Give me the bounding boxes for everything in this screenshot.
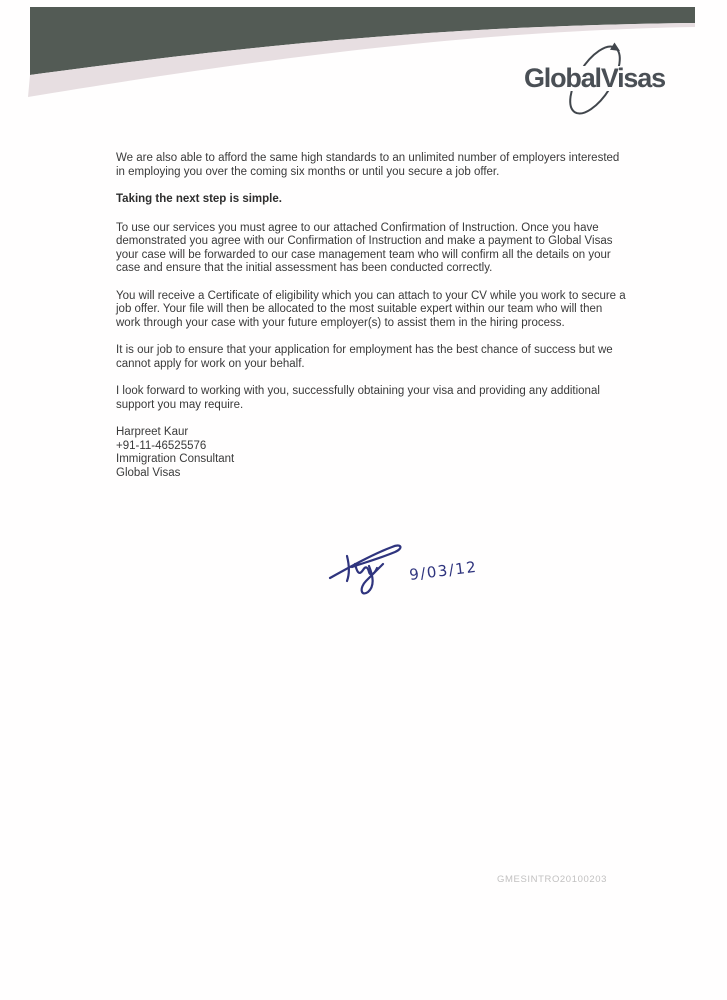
signoff-company: Global Visas: [116, 466, 181, 479]
logo-part-global: Global: [524, 63, 601, 93]
signoff-phone: +91-11-46525576: [116, 439, 207, 452]
signoff-block: [116, 426, 626, 480]
signature-stroke: [330, 546, 400, 578]
logo-part-visas: Visas: [600, 63, 665, 93]
letter-paragraph: To use our services you must agree to our attached Confirmation of Instruction. Once you have demonstrated you agree with our Confirmation of Instruction and make a payment to Global Visas your case will be forwarded to our case management team who will confirm all the details on your case and ensure that the initial assessment has been conducted correctly.: [116, 221, 613, 274]
letter-paragraph-intro: We are also able to afford the same high standards to an unlimited number of employers interested in employing you over the coming six months or until you secure a job offer.: [116, 152, 620, 178]
logo-globalvisas: [522, 63, 667, 93]
letter-body: [116, 152, 626, 480]
letter-paragraph: I look forward to working with you, successfully obtaining your visa and providing any additional support you may require.: [116, 385, 600, 411]
letter-heading: Taking the next step is simple.: [116, 193, 282, 205]
signoff-name: Harpreet Kaur: [116, 426, 189, 438]
letter-paragraph: You will receive a Certificate of eligibility which you can attach to your CV while you work to secure a job offer. Your file will then be allocated to the most suitable expert within our team who will then work through your case with your future employer(s) to assist them in the hiring process.: [116, 289, 626, 329]
handwritten-date: 9/03/12: [408, 557, 479, 584]
signoff-role: Immigration Consultant: [116, 453, 235, 465]
letter-paragraph: It is our job to ensure that your application for employment has the best chance of success but we cannot apply for work on your behalf.: [116, 344, 613, 370]
document-code: GMESINTRO20100203: [497, 874, 607, 885]
handwritten-signature: [318, 534, 528, 604]
